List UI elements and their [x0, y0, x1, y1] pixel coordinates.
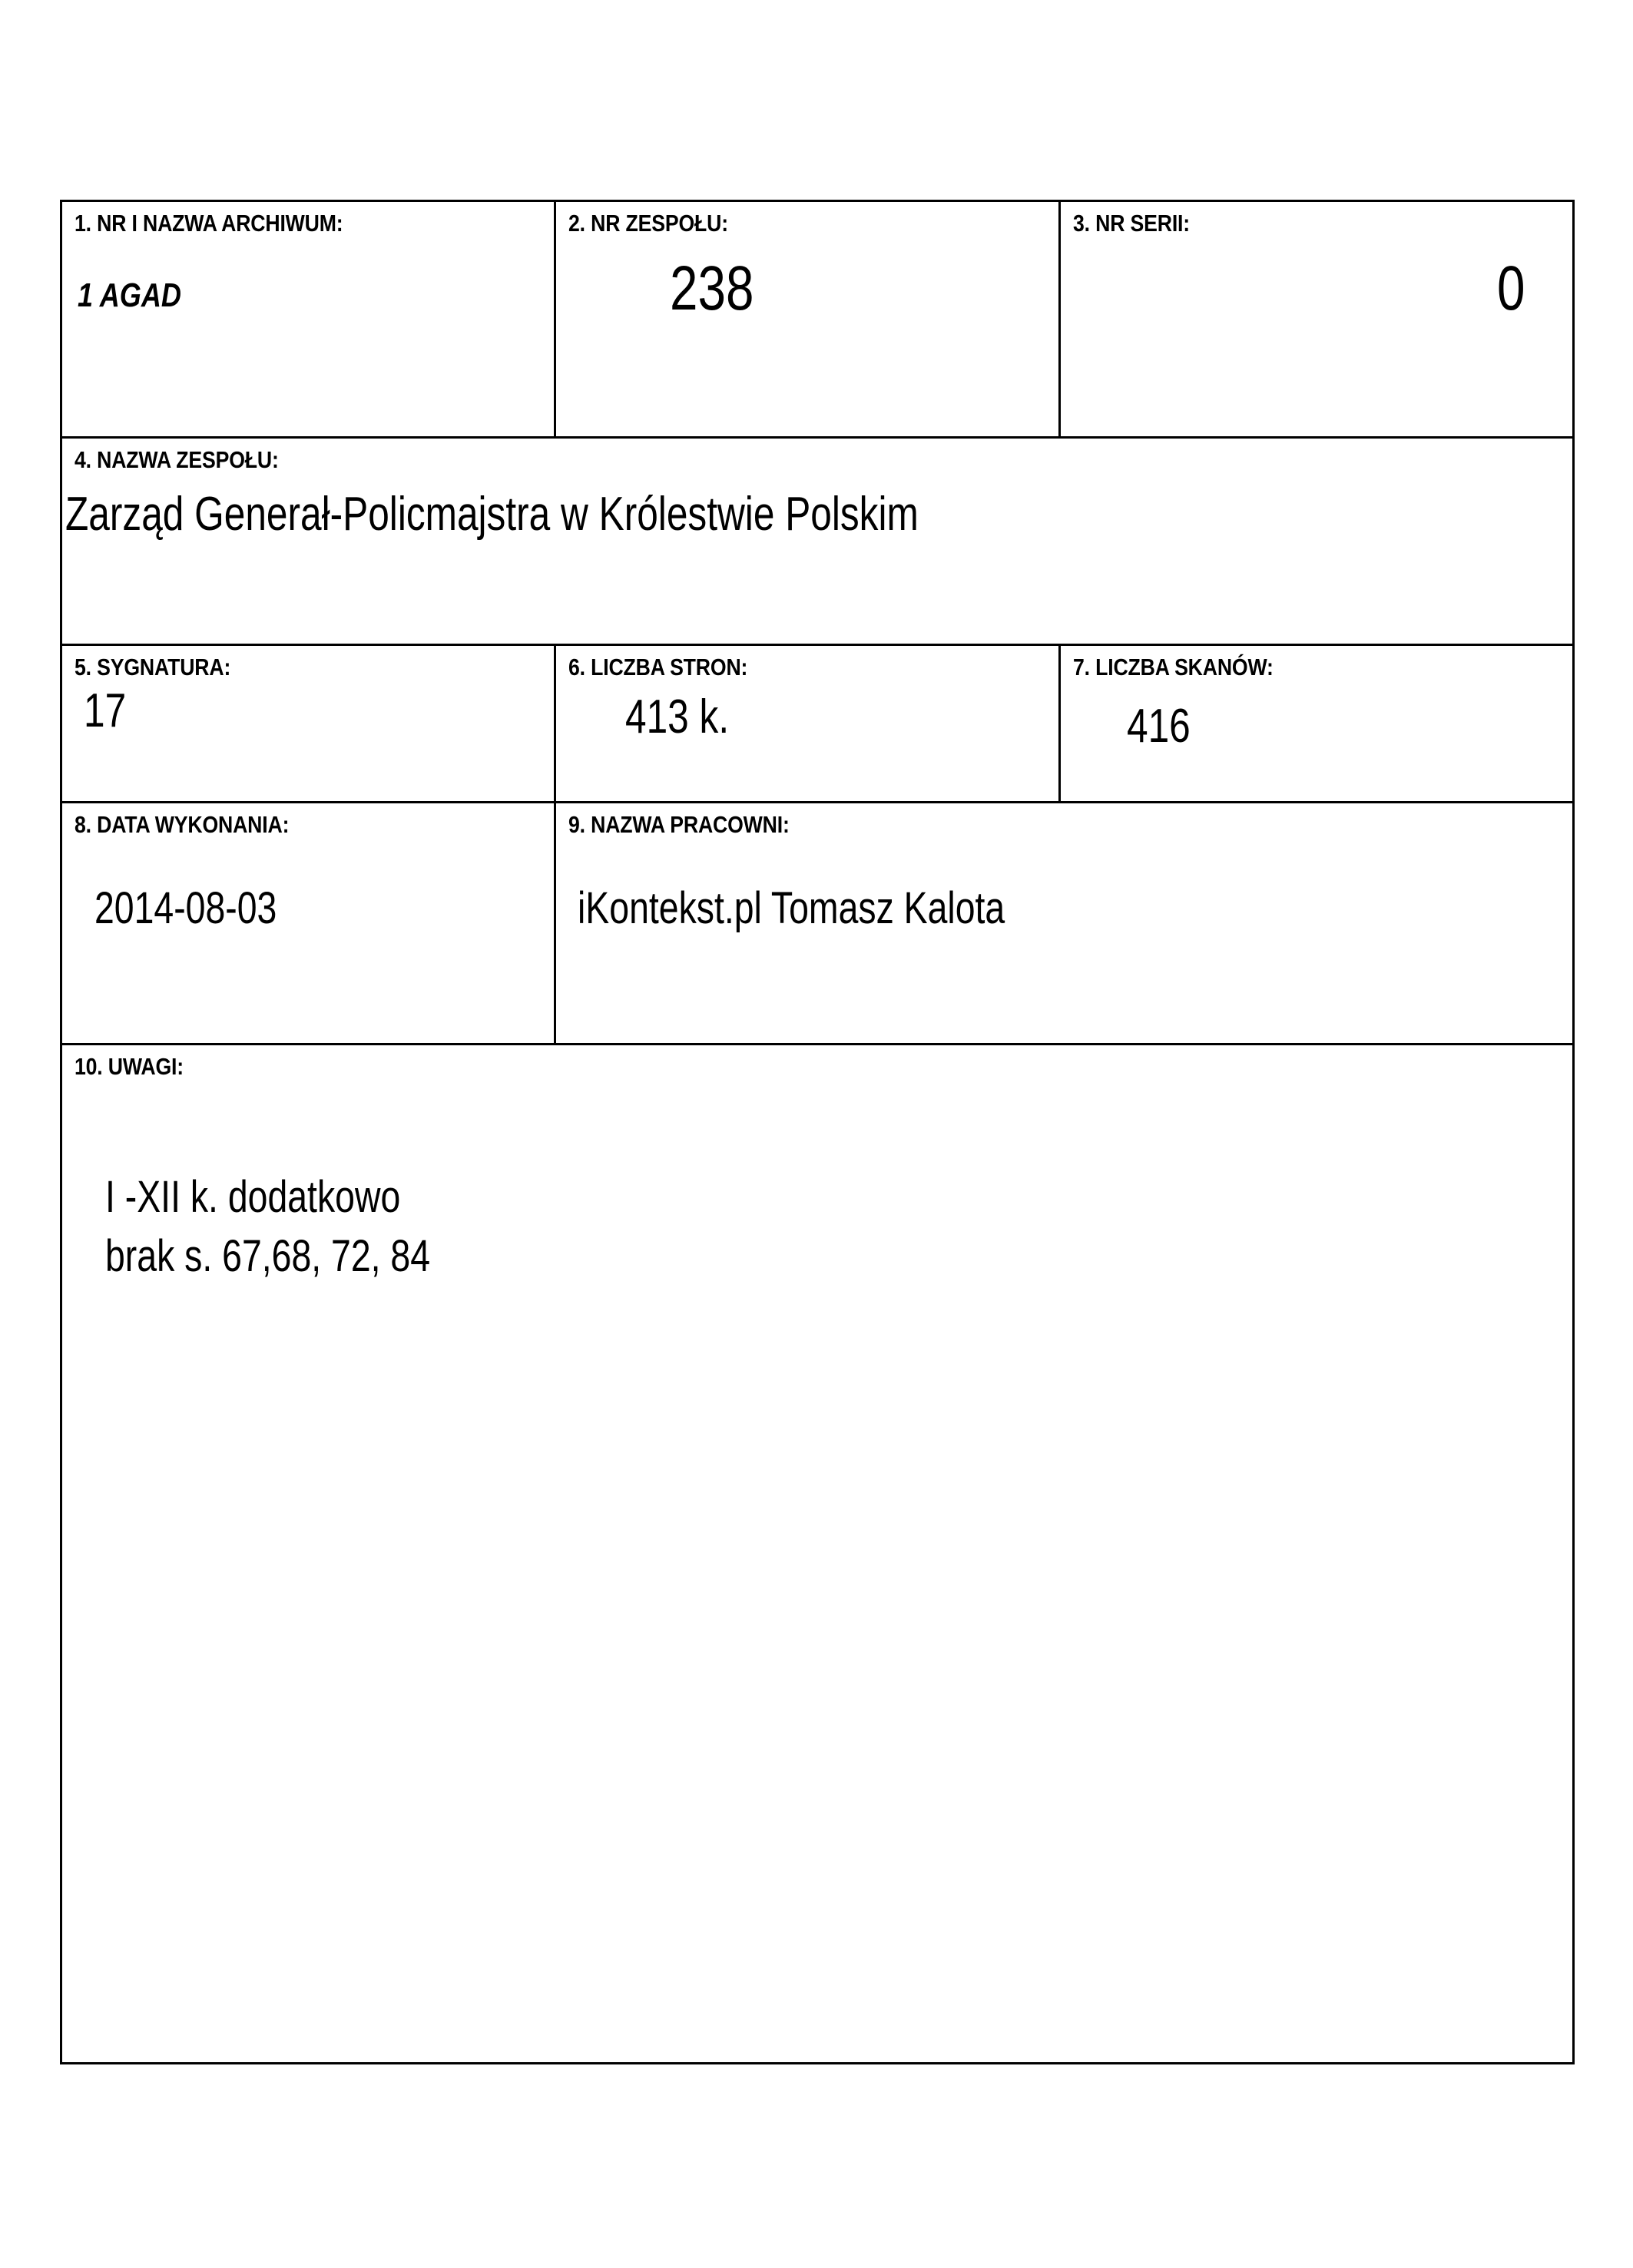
- value-fond-name: Zarząd Generał-Policmajstra w Królestwie Polskim: [65, 488, 919, 541]
- value-execution-date: 2014-08-03: [94, 883, 277, 933]
- label-page-count: 6. LICZBA STRON:: [568, 654, 748, 680]
- value-workshop-name: iKontekst.pl Tomasz Kalota: [578, 883, 1005, 933]
- label-fond-name: 4. NAZWA ZESPOŁU:: [75, 446, 279, 473]
- label-archive: 1. NR I NAZWA ARCHIWUM:: [75, 210, 343, 237]
- cell-page-count: [554, 646, 1058, 801]
- remarks-line: I -XII k. dodatkowo: [105, 1172, 401, 1222]
- table-row-remarks: [62, 1043, 1572, 1281]
- value-series-number: 0: [1497, 253, 1525, 323]
- cell-execution-date: [62, 803, 554, 1043]
- value-page-count: 413 k.: [625, 690, 730, 743]
- table-row-fond-name: [62, 436, 1572, 644]
- value-scan-count: 416: [1127, 700, 1191, 753]
- table-row-counts: [62, 644, 1572, 801]
- cell-fond-number: [554, 202, 1058, 436]
- remarks-body: [105, 1168, 430, 1286]
- cell-archive: [62, 202, 554, 436]
- table-row-identification: [62, 202, 1572, 436]
- label-execution-date: 8. DATA WYKONANIA:: [75, 811, 290, 838]
- cell-workshop-name: [554, 803, 1572, 1043]
- remarks-line: brak s. 67,68, 72, 84: [105, 1230, 431, 1281]
- value-archive: 1 AGAD: [78, 276, 181, 314]
- label-series-number: 3. NR SERII:: [1073, 210, 1191, 237]
- cell-signature: [62, 646, 554, 801]
- cell-scan-count: [1058, 646, 1572, 801]
- label-remarks: 10. UWAGI:: [75, 1053, 184, 1080]
- cell-series-number: [1058, 202, 1572, 436]
- label-workshop-name: 9. NAZWA PRACOWNI:: [568, 811, 790, 838]
- label-fond-number: 2. NR ZESPOŁU:: [568, 210, 728, 237]
- table-row-execution: [62, 801, 1572, 1043]
- value-signature: 17: [84, 684, 127, 737]
- cell-remarks: [62, 1045, 1572, 1281]
- archival-record-sheet: [60, 200, 1575, 2064]
- cell-fond-name: [62, 439, 1572, 644]
- value-fond-number: 238: [670, 253, 754, 323]
- label-signature: 5. SYGNATURA:: [75, 654, 231, 680]
- label-scan-count: 7. LICZBA SKANÓW:: [1073, 654, 1274, 680]
